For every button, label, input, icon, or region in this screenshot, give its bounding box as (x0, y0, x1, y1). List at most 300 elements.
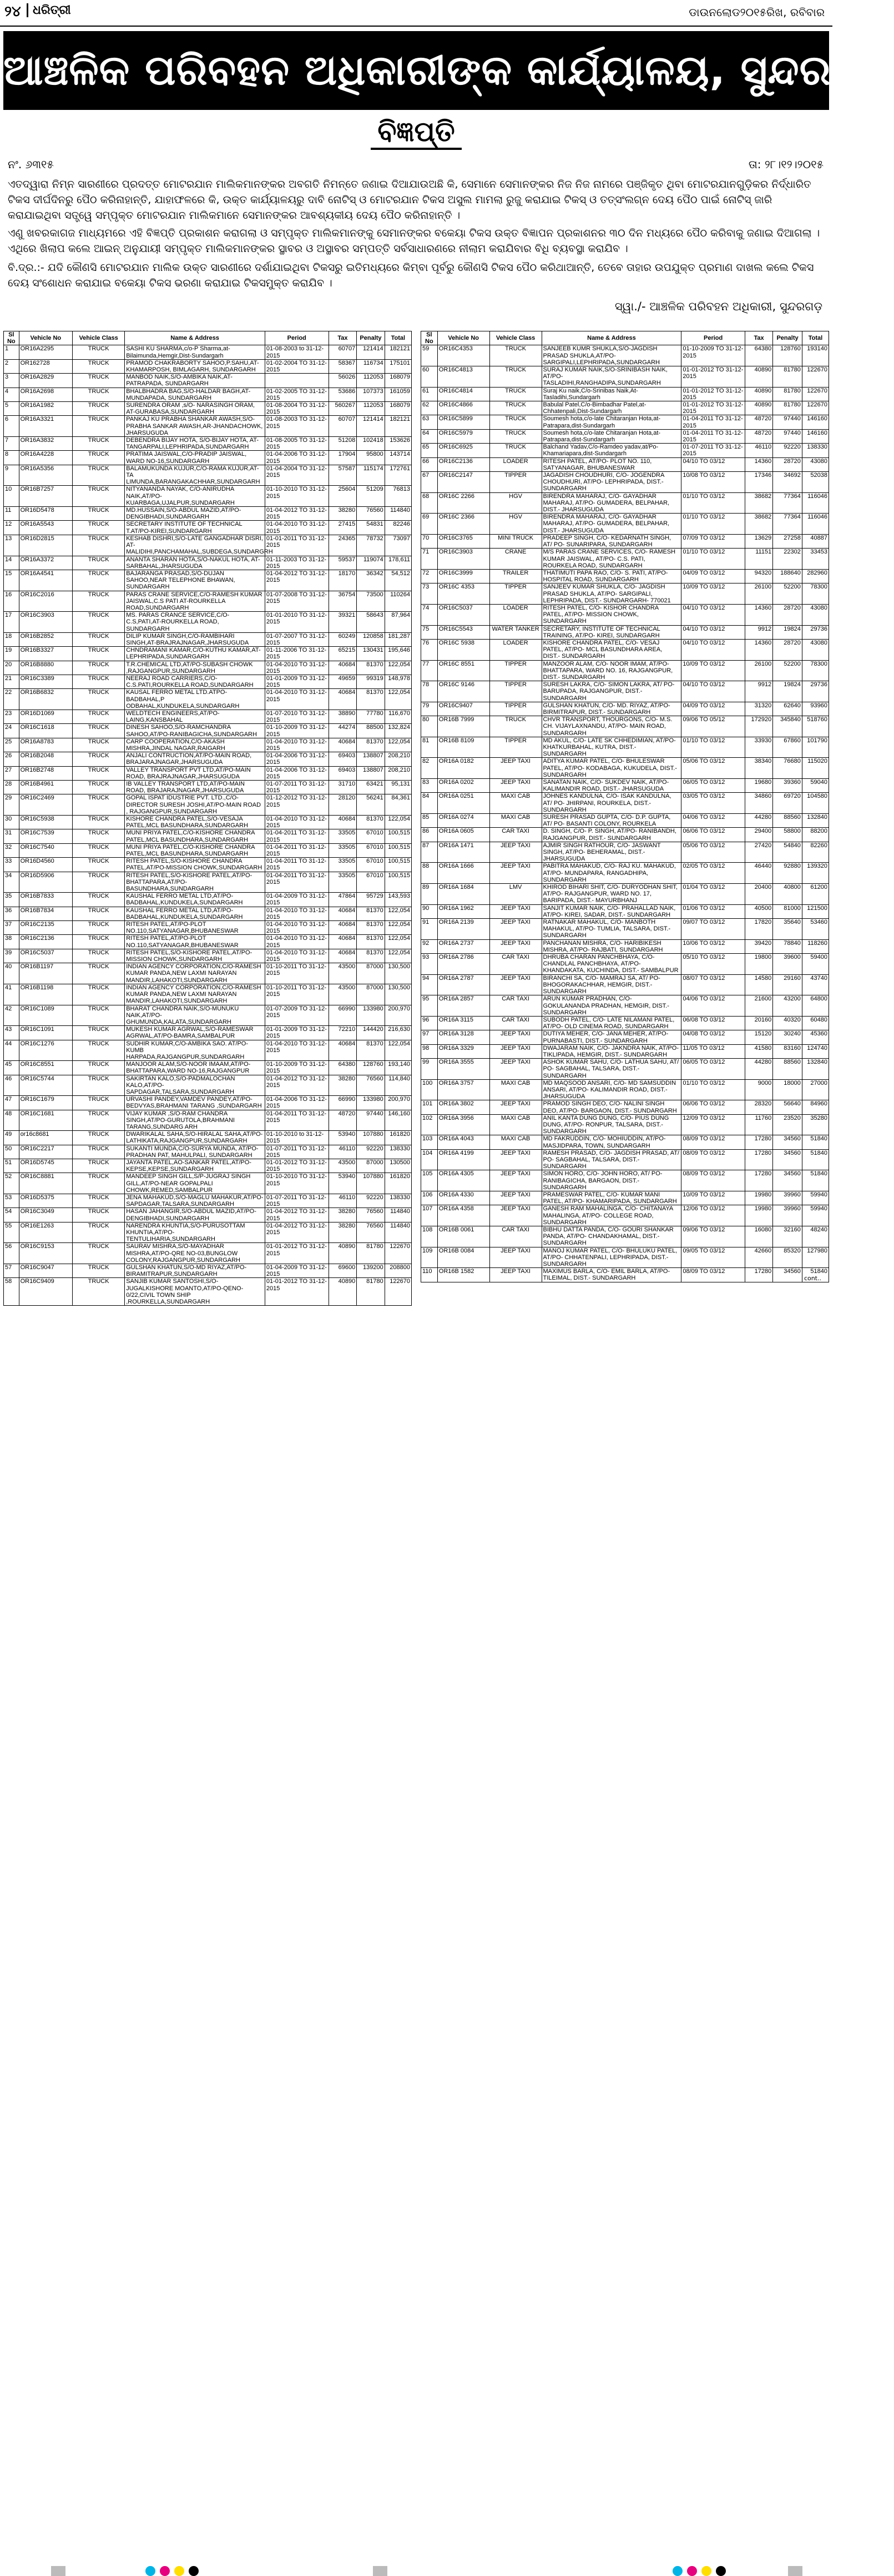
cell-vehicle-no: OR16B2048 (19, 752, 72, 766)
cell-vehicle-class: TRUCK (73, 591, 125, 612)
cell-vehicle-no: OR16A3832 (19, 437, 72, 451)
cell-period: 02/05 TO 03/12 (681, 863, 745, 884)
cell-penalty: 76560 (357, 507, 385, 521)
cell-vehicle-class: TRUCK (73, 402, 125, 416)
table-row (4, 632, 412, 646)
cell-tax: 9000 (745, 1079, 772, 1100)
cell-period: 01-01-2012 TO 31-12-2015 (265, 1278, 329, 1306)
cell-vehicle-no: OR16D5745 (19, 1159, 72, 1173)
cell-vehicle-class: TRUCK (73, 1278, 125, 1306)
cell-penalty: 54840 (773, 842, 802, 863)
cell-vehicle-no: OR16C4353 (437, 345, 489, 366)
cell-tax: 28120 (329, 794, 357, 816)
table-row (421, 1268, 829, 1282)
cell-vehicle-class: JEEP TAXI (489, 842, 542, 863)
cell-name-address: HASAN JAHANGIR,S/O-ABDUL MAZID,AT/PO-DENGIBHADI,SUNDARGARH (125, 1208, 265, 1222)
cell-penalty: 32160 (773, 1226, 802, 1247)
cell-vehicle-class: JEEP TAXI (489, 779, 542, 793)
cell-penalty: 18000 (773, 1079, 802, 1100)
cell-penalty: 77780 (357, 710, 385, 723)
cell-tax: 14360 (745, 639, 772, 660)
header-sl-no: Sl No (421, 331, 438, 345)
cell-tax: 40684 (329, 1040, 357, 1061)
table-row (4, 535, 412, 556)
cell-tax: 49659 (329, 675, 357, 688)
cell-tax: 17280 (745, 1170, 772, 1191)
cell-period: 10/09 TO 03/12 (681, 583, 745, 605)
cell-tax: 17280 (745, 1135, 772, 1149)
cell-penalty: 121414 (357, 345, 385, 359)
cell-period: 01-07-2011 TO 31-12-2015 (265, 781, 329, 794)
cell-period: 01/04 TO 03/12 (681, 884, 745, 905)
table-row (421, 919, 829, 940)
cell-total: 53460 (802, 919, 829, 940)
cell-tax: 25604 (329, 486, 357, 507)
table-row (421, 604, 829, 625)
cell-tax: 57587 (329, 465, 357, 486)
cell-total: 153626 (385, 437, 411, 451)
cell-penalty: 81370 (357, 1040, 385, 1061)
office-title-banner: ଆଞ୍ଚଳିକ ପରିବହନ ଅଧିକାରୀଙ୍କ କାର୍ଯ୍ୟାଳୟ, ସୁନ୍ଦରଗଡ଼ (3, 31, 829, 110)
table-row (4, 1131, 412, 1145)
cell-name-address: WELDTECH ENGINEERS,AT/PO-LAING,KANSBAHAL (125, 710, 265, 723)
notice-paragraph-3: ବି.ଦ୍ର.:- ଯଦି କୌଣସି ମୋଟରଯାନ ମାଲିକ ଉକ୍ତ ସାରଣୀରେ ଦର୍ଶାଯାଇଥିବା ଟିକସରୁ ଇତିମଧ୍ୟରେ କିମ୍ବା ପୂର୍ବରୁ କୌଣସି ଟିକସ ପୈଠ କରିଥାଆନ୍ତି, ତେବେ ତାହାର ଉପଯୁକ୍ତ ପ୍ରମାଣ ଦାଖଲ କଲେ ଟିକସ ଦେୟ ସଂଶୋଧନ କରାଯାଇ ବକେୟା ଟିକସ ଭରଣା କରାଯାଇ ଟିକସମୁକ୍ତ କରାଯିବ । (8, 261, 814, 289)
cell-period: 01-04-2012 TO 31-12-2015 (265, 1075, 329, 1096)
cell-tax: 40500 (745, 904, 772, 918)
cell-sl-no: 96 (421, 1016, 438, 1030)
cell-tax: 38682 (745, 492, 772, 514)
cell-vehicle-no: OR16A 0274 (437, 814, 489, 828)
cell-name-address: SURESH PRASAD GUPTA, C/O- D.P. GUPTA, AT/ PO- BASANTI COLONY, ROURKELA (542, 814, 681, 828)
cell-period: 01-04-2012 TO 31-12-2015 (265, 507, 329, 521)
cell-vehicle-no: OR16D4560 (19, 858, 72, 872)
cell-vehicle-no: OR16B7834 (19, 907, 72, 920)
cell-name-address: MUNI PRIYA PATEL,C/O-KISHORE CHANDRA PATEL,MCL BASUNDHARA,SUNDARGARH (125, 829, 265, 843)
table-row (421, 779, 829, 793)
cell-vehicle-class: TIPPER (489, 702, 542, 716)
cell-total: 124740 (802, 1044, 829, 1058)
cell-penalty: 39600 (773, 954, 802, 975)
cell-vehicle-class: TRUCK (73, 556, 125, 570)
table-row (421, 583, 829, 605)
table-row (421, 660, 829, 681)
cell-name-address: MAXIMUS BARLA, C/O- EMIL BARLA, AT/PO- TILEIMAL, DIST.- SUNDARGARH (542, 1268, 681, 1282)
table-row (421, 954, 829, 975)
cell-vehicle-class: LOADER (489, 457, 542, 471)
cell-vehicle-class: TRUCK (73, 647, 125, 661)
cell-vehicle-class: TRUCK (489, 387, 542, 401)
cell-total: 122670 (802, 387, 829, 401)
cell-vehicle-class: JEEP TAXI (489, 1100, 542, 1114)
cell-vehicle-no: OR16B7833 (19, 893, 72, 907)
cell-total: 116046 (802, 492, 829, 514)
cell-tax: 17280 (745, 1149, 772, 1170)
cell-tax: 27415 (329, 521, 357, 535)
cell-vehicle-no: OR16A5356 (19, 465, 72, 486)
cell-sl-no: 46 (4, 1075, 19, 1096)
cell-vehicle-class: TRUCK (73, 507, 125, 521)
cell-period: 01-04-2004 TO 31-12-2015 (265, 465, 329, 486)
cell-name-address: GOPAL ISPAT IDUSTRIE PVT. LTD.,C/O-DIRECTOR SURESH JOSHI,AT/PO-MAIN ROAD , RAJGANGPUR,SUNDARGARH (125, 794, 265, 816)
cell-vehicle-no: OR16C9153 (19, 1243, 72, 1264)
cell-total: 168079 (385, 374, 411, 388)
cell-penalty: 107880 (357, 1173, 385, 1194)
cell-tax: 18170 (329, 570, 357, 591)
cell-total: 51840 (802, 1268, 829, 1282)
cell-tax: 53686 (329, 388, 357, 401)
table-row (421, 1135, 829, 1149)
table-row (4, 1040, 412, 1061)
cell-vehicle-no: OR16A 3757 (437, 1079, 489, 1100)
cell-total: 132,824 (385, 724, 411, 738)
cell-vehicle-class: LMV (489, 884, 542, 905)
cell-sl-no: 69 (421, 514, 438, 535)
table-row (4, 570, 412, 591)
cell-sl-no: 89 (421, 884, 438, 905)
cell-period: 01/10 TO 03/12 (681, 514, 745, 535)
table-row (421, 1114, 829, 1135)
cell-period: 06/08 TO 03/12 (681, 1016, 745, 1030)
cell-tax: 40684 (329, 921, 357, 935)
cell-sl-no: 5 (4, 402, 19, 416)
cell-penalty: 81370 (357, 689, 385, 710)
cell-vehicle-no: OR16C9409 (19, 1278, 72, 1306)
cell-name-address: PRAMOD SINGH DEO, C/O- NALINI SINGH DEO, AT/PO- BARGAON, DIST.- SUNDARGARH (542, 1100, 681, 1114)
cell-penalty: 78840 (773, 939, 802, 953)
cell-vehicle-no: OR16B6832 (19, 689, 72, 710)
cell-vehicle-no: OR16C2217 (19, 1145, 72, 1159)
cell-vehicle-class: TRUCK (73, 535, 125, 556)
cell-vehicle-class: JEEP TAXI (489, 1149, 542, 1170)
cell-total: 193,140 (385, 1061, 411, 1075)
cell-total: 114840 (385, 1222, 411, 1243)
cell-penalty: 40320 (773, 1016, 802, 1030)
cell-period: 05/10 TO 03/12 (681, 954, 745, 975)
table-row (421, 1247, 829, 1268)
cell-period: 01-12-2012 TO 31-12-2015 (265, 794, 329, 816)
table-row (4, 907, 412, 920)
cell-sl-no: 68 (421, 492, 438, 514)
cell-total: 122670 (385, 1243, 411, 1264)
cell-period: 01-10-2010 TO 31-12-2015 (265, 1173, 329, 1194)
cell-tax: 38280 (329, 1075, 357, 1096)
cell-sl-no: 91 (421, 919, 438, 940)
cell-name-address: SASHI KU SHARMA,c/o-P Sharma,at-Bilaimunda,Hemgir,Dist-Sundargarh (125, 345, 265, 359)
cell-tax: 28320 (745, 1100, 772, 1114)
cell-tax: 38682 (745, 514, 772, 535)
table-row (4, 465, 412, 486)
cell-sl-no: 7 (4, 437, 19, 451)
cell-penalty: 188640 (773, 569, 802, 583)
cell-period: 10/08 TO 03/12 (681, 472, 745, 493)
cell-penalty: 34692 (773, 472, 802, 493)
cell-name-address: Suraj Ku naik,C/o-Srinibas Naik,At-Tasladihi,Sundargarh (542, 387, 681, 401)
cell-vehicle-no: or16c8681 (19, 1131, 72, 1145)
cell-period: 01/10 TO 03/12 (681, 492, 745, 514)
cell-name-address: MS. PARAS CRANCE SERVICE,C/O-C.S,PATI,AT-ROURKELLA ROAD, SUNDARGARH (125, 612, 265, 633)
cell-vehicle-no: OR16A 4330 (437, 1191, 489, 1205)
black-reg-mark (716, 2566, 726, 2576)
cell-penalty: 107880 (357, 1131, 385, 1145)
cell-name-address: RITESH PATEL,AT/PO-PLOT NO.110,SATYANAGAR,BHUBANESWAR (125, 921, 265, 935)
cell-name-address: BALAMUKUNDA KUJUR,C/O-RAMA KUJUR,AT-TA LIMUNDA,BARANGAKACHHAR,SUNDARGARH (125, 465, 265, 486)
cell-name-address: PARAS CRANE SERVICE,C/O-RAMESH KUMAR JAISWAL,C.S PATI AT-ROURKELLA ROAD,SUNDARGARH (125, 591, 265, 612)
cell-vehicle-no: OR16C8881 (19, 1173, 72, 1194)
cell-vehicle-no: OR16A 3555 (437, 1059, 489, 1080)
cell-vehicle-class: CAR TAXI (489, 954, 542, 975)
cell-period: 01-04-2011 TO 31-12-2015 (265, 829, 329, 843)
cell-tax: 66990 (329, 1096, 357, 1110)
cell-name-address: VIJAY KUMAR ,S/O-RAM CHANDRA SINGH,AT/PO-GURUTOLA,BRAHMANI TARANG,SUNDARG ARH (125, 1110, 265, 1131)
cell-tax: 53940 (329, 1131, 357, 1145)
cell-period: 01-04-2009 TO 31-12-2015 (265, 1264, 329, 1278)
cell-vehicle-class: WATER TANKER (489, 625, 542, 639)
table-row (421, 681, 829, 702)
cell-name-address: SURESH LAKRA, C/O- SIMON LAKRA, AT/ PO- BARUPADA, RAJGANGPUR, DIST.- SUNDARGARH (542, 681, 681, 702)
table-row (421, 401, 829, 415)
cell-name-address: SANJIT KUMAR NAIK, C/O- PRAHALLAD NAIK, AT/PO- KIREI, SADAR, DIST.- SUNDARGARH (542, 904, 681, 918)
cell-vehicle-class: TRUCK (73, 984, 125, 1005)
cell-penalty: 85320 (773, 1247, 802, 1268)
cell-vehicle-class: TRUCK (73, 963, 125, 984)
cell-vehicle-class: TRUCK (73, 816, 125, 829)
table-row (4, 1145, 412, 1159)
cell-vehicle-no: OR16C3049 (19, 1208, 72, 1222)
cell-sl-no: 78 (421, 681, 438, 702)
cell-name-address: SANATAN NAIK, C/O- SUKDEV NAIK, AT/PO- KALIMANDIR ROAD, DIST.- JHARSUGUDA (542, 779, 681, 793)
cell-total: 114840 (385, 1208, 411, 1222)
cell-vehicle-no: OR16A 4199 (437, 1149, 489, 1170)
cell-total: 51840 (802, 1135, 829, 1149)
cell-vehicle-class: TRUCK (489, 716, 542, 737)
cell-vehicle-class: JEEP TAXI (489, 919, 542, 940)
cell-sl-no: 39 (4, 949, 19, 963)
cell-sl-no: 73 (421, 583, 438, 605)
cell-name-address: ARUN KUMAR PRADHAN, C/O- GOKULANANDA PRADHAN, HEMGIR, DIST.- SUNDARGARH (542, 995, 681, 1017)
cell-vehicle-no: OR16A 0251 (437, 793, 489, 814)
cell-vehicle-no: OR16A 2787 (437, 974, 489, 995)
cell-total: 130,500 (385, 984, 411, 1005)
cell-vehicle-no: OR16C 4353 (437, 583, 489, 605)
header-vehicle-no: Vehicle No (19, 331, 72, 345)
cell-penalty: 19824 (773, 681, 802, 702)
cell-vehicle-no: OR16A 1684 (437, 884, 489, 905)
cell-tax: 40684 (329, 816, 357, 829)
cell-total: 181,287 (385, 632, 411, 646)
cell-vehicle-class: TRUCK (73, 1264, 125, 1278)
cell-tax: 65215 (329, 647, 357, 661)
cell-penalty: 92880 (773, 863, 802, 884)
cell-tax: 40890 (329, 1278, 357, 1306)
cell-penalty: 92220 (357, 1194, 385, 1208)
cell-period: 04/09 TO 03/12 (681, 569, 745, 583)
cell-vehicle-class: TRUCK (73, 374, 125, 388)
cell-name-address: MANJOOR ALAM,S/O-NOOR IMAAM,AT/PO-BHATTAPARA,WARD NO-16,RAJGANGPUR (125, 1061, 265, 1075)
cell-sl-no: 19 (4, 647, 19, 661)
table-row (421, 429, 829, 443)
cell-penalty: 39960 (773, 1205, 802, 1226)
cell-vehicle-no: OR16A4541 (19, 570, 72, 591)
cell-vehicle-class: TRUCK (73, 1061, 125, 1075)
cell-vehicle-class: JEEP TAXI (489, 1268, 542, 1282)
cell-tax: 60707 (329, 416, 357, 437)
table-row (4, 1173, 412, 1194)
cell-vehicle-class: TRUCK (73, 949, 125, 963)
cell-name-address: JOHNES KANDULNA, C/O- ISAK KANDULNA, AT/ PO- JHIRPANI, ROURKELA, DIST.- SUNDARGARH (542, 793, 681, 814)
cell-penalty: 112053 (357, 374, 385, 388)
cell-tax: 33505 (329, 843, 357, 857)
cell-name-address: INDIAN AGENCY CORPORATION,C/O-RAMESH KUMAR PANDA,NEW LAXMI NARAYAN MANDIR,LAHAKOTI,SUNDARGARH (125, 963, 265, 984)
cell-vehicle-class: MAXI CAB (489, 1079, 542, 1100)
cell-period: 01/10 TO 03/12 (681, 737, 745, 758)
magenta-reg-mark (687, 2566, 697, 2576)
cell-penalty: 30240 (773, 1030, 802, 1044)
table-row (4, 710, 412, 723)
cell-name-address: KAUSAL FERRO METAL LTD.ATPO-BADBAHAL,P ODBAHAL,KUNDUKELA,SUNDARGARH (125, 689, 265, 710)
cell-penalty: 112053 (357, 402, 385, 416)
cell-sl-no: 12 (4, 521, 19, 535)
table-row (4, 359, 412, 373)
cell-sl-no: 88 (421, 863, 438, 884)
cell-total: 100,515 (385, 829, 411, 843)
cell-vehicle-no: OR16C2136 (19, 935, 72, 949)
cell-tax: 560267 (329, 402, 357, 416)
cell-name-address: MUNI PRIYA PATEL,C/O-KISHORE CHANDRA PATEL,MCL BASUNDHARA,SUNDARGARH (125, 843, 265, 857)
cell-name-address: NEERAJ ROAD CARRIERS,C/O-C.S.PATI,ROURKELLA ROAD,SUNDARGARH (125, 675, 265, 688)
cell-total: 148,978 (385, 675, 411, 688)
cell-vehicle-class: JEEP TAXI (489, 1191, 542, 1205)
cell-total: 127980 (802, 1247, 829, 1268)
table-row (4, 416, 412, 437)
cell-vehicle-class: TRUCK (73, 935, 125, 949)
cell-total: 122,054 (385, 816, 411, 829)
cell-sl-no: 94 (421, 974, 438, 995)
table-row (421, 716, 829, 737)
table-row (4, 766, 412, 780)
header-name-address: Name & Address (542, 331, 681, 345)
cell-vehicle-class: MAXI CAB (489, 1135, 542, 1149)
cell-vehicle-class: TRUCK (73, 1159, 125, 1173)
cell-vehicle-no: OR16C3765 (437, 534, 489, 548)
cell-name-address: BHALBHADRA BAG,S/O-HALDAR BAGH,AT-MUNDAPADA, SUNDARGARH (125, 388, 265, 401)
cell-penalty: 23520 (773, 1114, 802, 1135)
cell-sl-no: 17 (4, 612, 19, 633)
cell-vehicle-no: OR16B3327 (19, 647, 72, 661)
cell-name-address: JAGADISH CHOUDHURI, C/O- JOGENDRA CHOUDHURI, AT/PO- LEPHRIPADA, DIST.- SUNDARGARH (542, 472, 681, 493)
cell-tax: 94320 (745, 569, 772, 583)
table-row (4, 521, 412, 535)
cell-vehicle-no: OR16C8551 (19, 1061, 72, 1075)
cell-total: 172761 (385, 465, 411, 486)
cell-vehicle-class: CAR TAXI (489, 828, 542, 842)
cell-vehicle-no: OR16D2815 (19, 535, 72, 556)
cell-vehicle-class: TRUCK (73, 1005, 125, 1026)
cell-tax: 46440 (745, 863, 772, 884)
cell-total: 116046 (802, 514, 829, 535)
cell-name-address: NARENDRA KHUNTIA,S/O-PURUSOTTAM KHUNTIA,AT/PO-TENTULIHARIA,SUNDARGARH (125, 1222, 265, 1243)
cell-name-address: RITESH PATEL,S/O-KISHORE CHANDRA PATEL,AT/PO-MISSION CHOWK,SUNDARGARH (125, 858, 265, 872)
cell-penalty: 81780 (773, 366, 802, 388)
cell-name-address: SAURAV MISHRA,S/O-MAYADHAR MISHRA,AT/PO-QRE NO-03,BUNGLOW COLONY,RAJGANGPUR,SUNDARGARH (125, 1243, 265, 1264)
cell-vehicle-class: TRUCK (489, 345, 542, 366)
cell-period: 01-04-2011 TO 31-12-2015 (681, 429, 745, 443)
cell-total: 29736 (802, 625, 829, 639)
cell-sl-no: 76 (421, 639, 438, 660)
cell-name-address: SECRETARY, INSTITUTE OF TECHNICAL TRAINING, AT/PO- KIREI, SUNDARGARH (542, 625, 681, 639)
cell-name-address: MANZOOR ALAM, C/O- NOOR IMAM, AT/PO- BHATTAPARA, WARD NO. 16, RAJGANGPUR, DIST.- SUNDARGARH (542, 660, 681, 681)
cell-vehicle-class: HGV (489, 492, 542, 514)
cell-penalty: 107373 (357, 388, 385, 401)
cell-vehicle-no: OR16A 2857 (437, 995, 489, 1017)
cell-name-address: MD MAQSOOD ANSARI, C/O- MD SAMSUDDIN ANSARI, AT/PO- KALIMANDIR ROAD, DIST.- JHARSUGUDA (542, 1079, 681, 1100)
cell-tax: 40684 (329, 689, 357, 710)
cell-sl-no: 90 (421, 904, 438, 918)
cell-sl-no: 1 (4, 345, 19, 359)
cell-name-address: KHIROD BIHARI SHIT, C/O- DURYODHAN SHIT, AT/PO- RAJGANGPUR, WARD NO. 17, BARIPADA, DIST.- MAYURBHANJ (542, 884, 681, 905)
notice-paragraph-1: ଏତଦ୍ୱାରା ନିମ୍ନ ସାରଣୀରେ ପ୍ରଦତ୍ତ ମୋଟରଯାନ ମାଲିକମାନଙ୍କର ଅବଗତି ନିମନ୍ତେ ଜଣାଇ ଦିଆଯାଉଅଛି କି, ସେମାନେ ସେମାନଙ୍କର ନିଜ ନିଜ ନାମରେ ପଞ୍ଜିକୃତ ଥିବା ମୋଟରଯାନଗୁଡ଼ିକର ନିର୍ଦ୍ଧାରିତ ଟିକସ ଦୀର୍ଘଦିନରୁ ପୈଠ କରିନାହାନ୍ତି, ଯାହାଫଳରେ କି, ଉକ୍ତ କାର୍ଯ୍ୟାଳୟରୁ ଦାବି ନୋଟିସ୍ ଓ ମୋଟରଯାନ ଟିକସ ଅସୁଲ ମାମଲା ରୁଜୁ କରାଯାଇ ଟିକସ୍ ଓ ତତ୍ସଂଲଗ୍ନ ଦେୟ ପୈଠ ପାଇଁ ନୋଟିସ୍ ଜାରି କରାଯାଇଥିବା ସତ୍ତ୍ୱେ ସମ୍ପୃକ୍ତ ମୋଟରଯାନ ମାଲିକମାନେ ସେମାନଙ୍କର ଆବଶ୍ୟକୀୟ ଦେୟ ପୈଠ କରିନାହାନ୍ତି । (8, 178, 811, 222)
cell-period: 06/06 TO 03/12 (681, 828, 745, 842)
cell-sl-no: 62 (421, 401, 438, 415)
cell-vehicle-no: OR16C7539 (19, 829, 72, 843)
cell-period: 01-04-2012 TO 31-12-2015 (265, 1222, 329, 1243)
cell-name-address: GULSHAN KHATUN,S/O-MD RIYAZ,AT/PO-BIRAMITRAPUR,SUNDARGARH (125, 1264, 265, 1278)
cell-sl-no: 15 (4, 570, 19, 591)
cell-penalty: 120858 (357, 632, 385, 646)
cell-period: 01-07-2008 TO 31-12-2015 (265, 591, 329, 612)
cell-period: 04/10 TO 03/12 (681, 639, 745, 660)
cell-vehicle-no: OR16C2147 (437, 472, 489, 493)
table-row (421, 904, 829, 918)
cell-vehicle-no: OR16A 3956 (437, 1114, 489, 1135)
table-row (4, 752, 412, 766)
cell-period: 01-10-2010 to 31-12-2015 (265, 1131, 329, 1145)
cell-vehicle-class: TRUCK (73, 661, 125, 675)
cell-sl-no: 63 (421, 415, 438, 429)
cell-total: 182121 (385, 416, 411, 437)
cell-tax: 26100 (745, 583, 772, 605)
cell-tax: 20400 (745, 884, 772, 905)
cell-penalty: 28720 (773, 457, 802, 471)
cell-period: 04/10 TO 03/12 (681, 681, 745, 702)
header-vehicle-class: Vehicle Class (73, 331, 125, 345)
cell-sl-no: 21 (4, 675, 19, 688)
cell-tax: 40684 (329, 935, 357, 949)
cell-total: 122,054 (385, 921, 411, 935)
cell-penalty: 345840 (773, 716, 802, 737)
cell-vehicle-class: TRUCK (489, 366, 542, 388)
cell-penalty: 39960 (773, 1191, 802, 1205)
cell-tax: 47864 (329, 893, 357, 907)
yellow-reg-mark (701, 2566, 711, 2576)
cell-penalty: 54831 (357, 521, 385, 535)
cell-vehicle-class: LOADER (489, 604, 542, 625)
cell-tax: 31710 (329, 781, 357, 794)
cell-period: 11/05 TO 03/12 (681, 1044, 745, 1058)
cell-vehicle-no: OR16A 2786 (437, 954, 489, 975)
cell-total: 138330 (802, 444, 829, 457)
cell-penalty: 67010 (357, 843, 385, 857)
cell-penalty: 19824 (773, 625, 802, 639)
cell-penalty: 87000 (357, 1159, 385, 1173)
cell-penalty: 81780 (773, 401, 802, 415)
cell-vehicle-class: TIPPER (489, 660, 542, 681)
cell-period: 04/10 TO 03/12 (681, 604, 745, 625)
cell-vehicle-no: OR16C3999 (437, 569, 489, 583)
cell-period: 04/08 TO 03/12 (681, 1030, 745, 1044)
cell-vehicle-class: TRUCK (73, 1040, 125, 1061)
cell-name-address: RITESH PATEL, AT/PO- PLOT NO. 110, SATYANAGAR, BHUBANESWAR (542, 457, 681, 471)
cell-penalty: 88560 (773, 814, 802, 828)
